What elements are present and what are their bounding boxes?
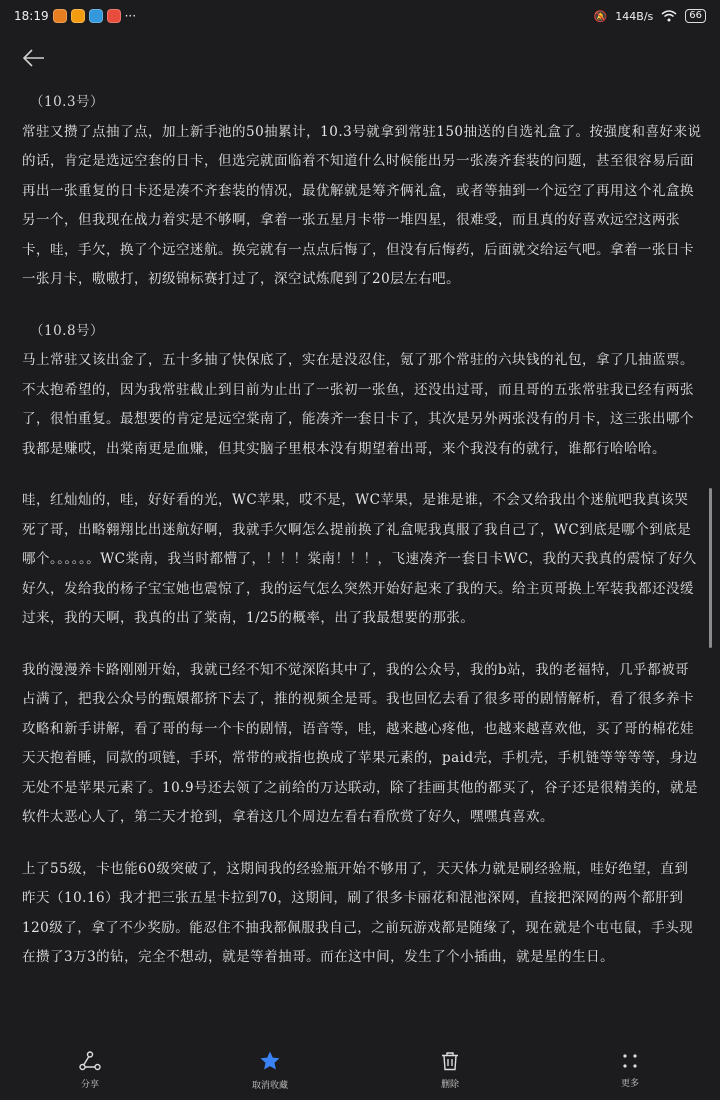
net-speed: 144B/s — [615, 9, 654, 23]
section-text: 上了55级，卡也能60级突破了，这期间我的经验瓶开始不够用了，天天体力就是刷经验瓶，哇好绝望，直到昨天（10.16）我才把三张五星卡拉到70，这期间，刷了很多卡丽花和混池深网，直接把深网的两个都肝到120级了，拿了不少奖励。能忍住不抽我都佩服我自己，之前玩游戏都是随缘了，现在就是个屯屯鼠，手头现在攒了3万3的钻，完全不想动，就是等着抽哥。而在这中间，发生了个小插曲，就是星的生日。 — [22, 860, 694, 965]
delete-button[interactable] — [390, 1051, 510, 1090]
article-section — [22, 486, 702, 634]
battery-indicator: 66 — [685, 9, 706, 23]
trash-icon — [440, 1051, 460, 1071]
share-label: 分享 — [80, 1079, 99, 1090]
mute-icon: 🔕 — [593, 9, 608, 23]
scrollbar[interactable] — [709, 488, 712, 648]
status-bar — [0, 0, 720, 32]
section-text: 哇，红灿灿的，哇，好好看的光，WC苹果，哎不是，WC苹果，是谁是谁，不会又给我出个迷航吧我真该哭死了哥，出略翱翔比出迷航好啊，我就手欠啊怎么提前换了礼盒呢我真服了我自己了，WC到底是哪个到底是哪个。。。。。。WC棠南，我当时都懵了，！！！棠南！！！，飞速凑齐一套日卡WC，我的天我真的震惊了好久好久，发给我的杨子宝宝她也震惊了，我的运气怎么突然开始好起来了我的天。给主页哥换上军装我都还没缓过来，我的天啊，我真的出了棠南，1/25的概率，出了我最想要的那张。 — [22, 492, 697, 626]
article-section — [22, 317, 702, 465]
share-button[interactable] — [30, 1051, 150, 1090]
section-text: 我的漫漫养卡路刚刚开始，我就已经不知不觉深陷其中了，我的公众号，我的b站，我的老福特，几乎都被哥占满了，把我公众号的甄嬛都挤下去了，推的视频全是哥。我也回忆去看了很多哥的剧情解析，看了很多养卡攻略和新手讲解，看了哥的每一个卡的剧情，语音等，哇，越来越心疼他，也越来越喜欢他，买了哥的棉花娃天天抱着睡，同款的项链，手环，常带的戒指也换成了苹果元素的，paid壳，手机壳，手机链等等等等，身边无处不是苹果元素了。10.9号还去领了之前给的万达联动，除了挂画其他的都买了，谷子还是很精美的，就是软件太恶心人了，第二天才抢到，拿着这几个周边左看右看欣赏了好久，嘿嘿真喜欢。 — [22, 661, 699, 825]
article-section — [22, 855, 702, 973]
unfavorite-button[interactable] — [210, 1050, 330, 1091]
bottom-toolbar — [0, 1040, 720, 1100]
arrow-left-icon — [23, 49, 45, 67]
section-text: 马上常驻又该出金了，五十多抽了快保底了，实在是没忍住，氪了那个常驻的六块钱的礼包，拿了几抽蓝票。不太抱希望的，因为我常驻截止到目前为止出了一张初一张鱼，还没出过哥，而且哥的五张常驻我已经有两张了，很怕重复。最想要的肯定是远空棠南了，能凑齐一套日卡了，其次是另外两张没有的月卡，这三张出哪个我都是赚哎，出棠南更是血赚，但其实脑子里根本没有期望着出哥，来个我没有的就行，谁都行哈哈哈。 — [22, 352, 694, 457]
more-button[interactable] — [570, 1052, 690, 1089]
unfavorite-label: 取消收藏 — [251, 1080, 288, 1091]
delete-label: 删除 — [440, 1079, 459, 1090]
article-section — [22, 656, 702, 833]
app-notification-icon-4 — [107, 9, 121, 23]
app-notification-icon-2 — [71, 9, 85, 23]
section-text: 常驻又攒了点抽了点，加上新手池的50抽累计，10.3号就拿到常驻150抽送的自选礼盒了。按强度和喜好来说的话，肯定是选远空套的日卡，但选完就面临着不知道什么时候能出另一张凑齐套装的问题，甚至很容易后面再出一张重复的日卡还是凑不齐套装的情况，最优解就是筹齐俩礼盒，或者等抽到一个远空了再用这个礼盒换另一个，但我现在战力着实是不够啊，拿着一张五星月卡带一堆四星，很难受，而且真的好喜欢远空这两张卡，哇，手欠，换了个远空迷航。换完就有一点点后悔了，但没有后悔药，后面就交给运气吧。拿着一张日卡一张月卡，嗷嗷打，初级锦标赛打过了，深空试炼爬到了20层左右吧。 — [22, 123, 702, 287]
article-section — [22, 88, 702, 295]
wifi-icon — [661, 10, 677, 22]
section-date: （10.3号） — [30, 94, 105, 110]
app-notification-icon-3 — [89, 9, 103, 23]
back-button[interactable] — [20, 44, 48, 72]
clock: 18:19 — [14, 9, 49, 23]
share-icon — [79, 1051, 101, 1071]
more-dots-icon — [621, 1052, 639, 1070]
section-date: （10.8号） — [30, 322, 105, 339]
more-notifications: ··· — [124, 9, 137, 23]
status-right — [594, 9, 706, 23]
star-icon — [259, 1050, 281, 1072]
article-body — [22, 88, 702, 1038]
status-left — [14, 9, 136, 23]
app-notification-icon-1 — [53, 9, 67, 23]
more-label: 更多 — [620, 1078, 639, 1089]
